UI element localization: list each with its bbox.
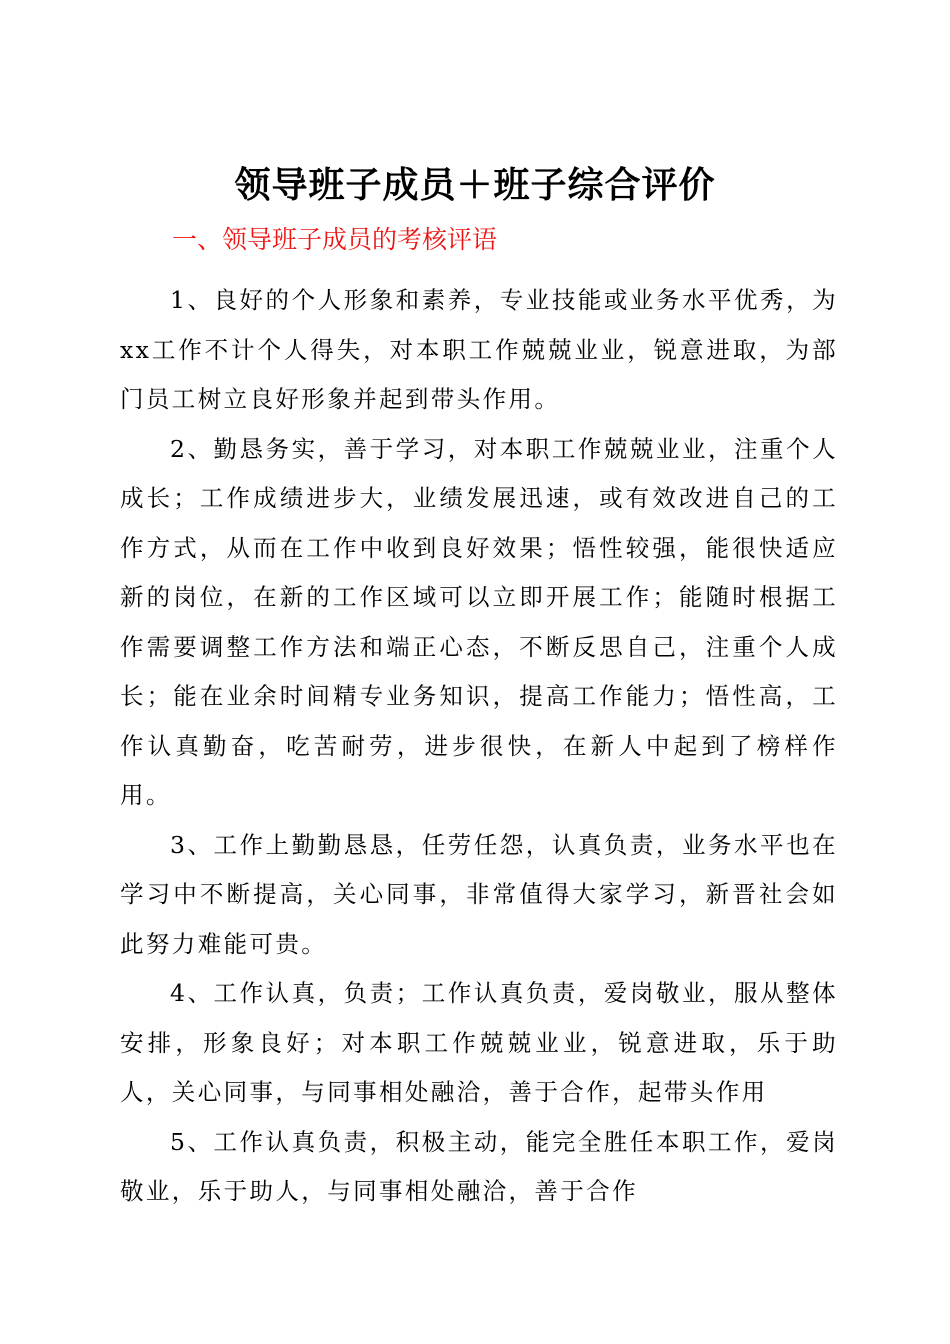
section-heading: 一、领导班子成员的考核评语 — [172, 225, 498, 254]
paragraph-4: 4、工作认真，负责；工作认真负责，爱岗敬业，服从整体安排，形象良好；对本职工作兢兢业业，锐意进取，乐于助人，关心同事，与同事相处融洽，善于合作，起带头作用 — [120, 979, 838, 1106]
document-body — [120, 276, 838, 1217]
document-title: 领导班子成员＋班子综合评价 — [234, 164, 716, 206]
paragraph-2: 2、勤恳务实，善于学习，对本职工作兢兢业业，注重个人成长；工作成绩进步大，业绩发展迅速，或有效改进自己的工作方式，从而在工作中收到良好效果；悟性较强，能很快适应新的岗位，在新的工作区域可以立即开展工作；能随时根据工作需要调整工作方法和端正心态，不断反思自己，注重个人成长；能在业余时间精专业务知识，提高工作能力；悟性高，工作认真勤奋，吃苦耐劳，进步很快，在新人中起到了榜样作用。 — [120, 434, 838, 809]
paragraph-1: 1、良好的个人形象和素养，专业技能或业务水平优秀，为xx工作不计个人得失，对本职工作兢兢业业，锐意进取，为部门员工树立良好形象并起到带头作用。 — [120, 286, 838, 413]
paragraph-5: 5、工作认真负责，积极主动，能完全胜任本职工作，爱岗敬业，乐于助人，与同事相处融洽，善于合作 — [120, 1127, 838, 1205]
paragraph-3: 3、工作上勤勤恳恳，任劳任怨，认真负责，业务水平也在学习中不断提高，关心同事，非常值得大家学习，新晋社会如此努力难能可贵。 — [120, 830, 838, 958]
